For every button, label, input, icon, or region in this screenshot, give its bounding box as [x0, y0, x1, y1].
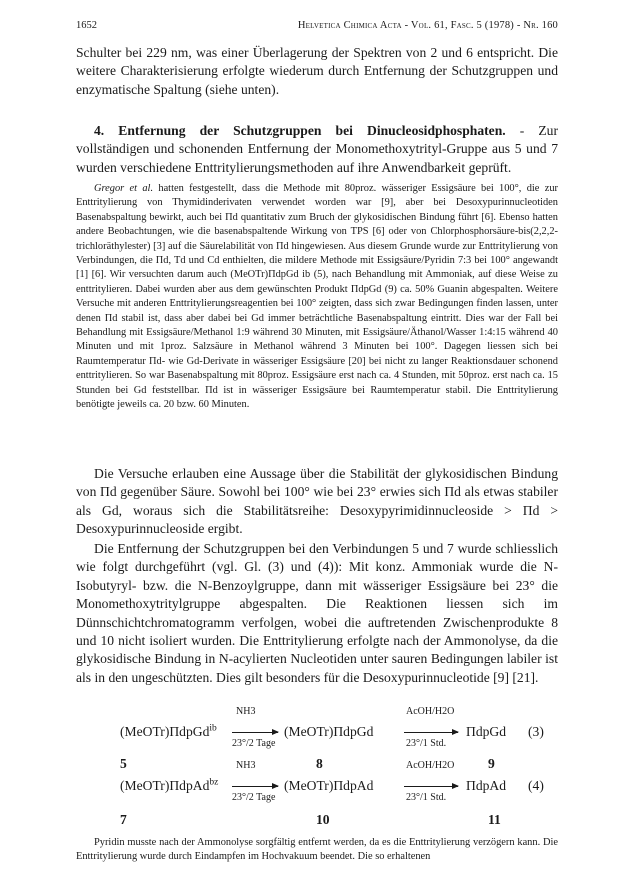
reaction-arrow [404, 732, 458, 733]
reagent-top: NH3 [236, 760, 256, 771]
reactant: (MeOTr)ΠdpGd$^{ib}$ [120, 723, 217, 739]
compound-number: 10 [316, 812, 330, 827]
author-citation: Gregor et al. [94, 183, 154, 194]
section-text: - Zur vollständigen und schonenden Entfernung der Monomethoxytrityl-Gruppe aus 5 und 7 wurden verschiedene Enttritylierungsmethoden auf ihre Anwendbarkeit geprüft. [76, 123, 559, 175]
reagent-top: NH3 [236, 706, 256, 717]
intro-paragraph: Schulter bei 229 nm, was einer Überlagerung der Spektren von 2 und 6 entspricht. Die weitere Charakterisierung erfolgte wiederum durch Entfernung der Schutzgruppen und enzymatische Spaltung (siehe unten). [76, 45, 558, 97]
product: ΠdpGd [466, 724, 507, 739]
reaction-arrow [404, 786, 458, 787]
page-number: 1652 [76, 20, 97, 31]
compound-number: 5 [120, 756, 127, 771]
small-print-paragraph [76, 182, 558, 413]
intermediate: (MeOTr)ΠdpAd [284, 778, 374, 793]
compound-number: 9 [488, 756, 495, 771]
deprotection-paragraph: Die Entfernung der Schutzgruppen bei den Verbindungen 5 und 7 wurde schliesslich wie folgt durchgeführt (vgl. Gl. (3) und (4)): Mit konz. Ammoniak wurde die N-Isobutyryl- bzw. die N-Benzoylgruppe, dann mit wässeriger Essigsäure bei 23° die Monomethoxytritylgruppe abgespalten. Die Reaktionen liessen sich im Dünnschichtchromatogramm verfolgen, wobei die auftretenden Zwischenprodukte 8 und 10 nicht isoliert wurden. Die Enttritylierung erfolgte nach der Ammonolyse, da die glykosidische Bindung in N-acylierten Nucleotiden unter sauren Bedingungen labiler ist als in den ungeschützten. Dies gilt besonders für die Desoxypurinnucleotide [9] [21]. [76, 541, 558, 685]
compound-number: 11 [488, 812, 501, 827]
small-print-text: hatten festgestellt, dass die Methode mit 80proz. wässeriger Essigsäure bei 100°, die zur Enttritylierung von Thymidinderivaten verwendet worden war [9], aber bei Desoxypurinnucleotiden Basenabspaltung bewirkt, auch bei Πd quantitativ zum Bruch der glykosidischen Bindung führt [6]. Ebenso hatten andere Beobachtungen, wie die basenabspaltende Wirkung von TPS [6] oder von Chlorphosphorsäure-bis(2,2,2-trichloräthylester) [3] auf die Säurelabilität von Πd hingewiesen. Aus diesem Grunde wurde zur Enttritylierung von Verbindungen, die Πd, Td und Cd enthielten, die mildere Methode mit Essigsäure/Pyridin 7:3 bei 100° angewandt [1] [6]. Wir versuchten darum auch (MeOTr)ΠdpGd ib (5), nach Behandlung mit Ammoniak, auf diese Weise zu enttritylieren. Dabei wurden aber aus dem gewünschten Produkt ΠdpGd (9) ca. 50% Guanin abgespalten. Weitere Versuche mit anderen Enttritylierungsreagentien bei 100° zeigten, dass sich zwar Bedingungen finden lassen, unter denen Πd stabil ist, dass aber dabei bei Gd immer beträchtliche Basenabspaltung eintritt. Dies war der Fall bei Behandlung mit Essigsäure/Methanol 1:9 während 30 Minuten, mit Essigsäure/Äthanol/Wasser 1:4:15 während 40 Minuten und mit 1proz. Salzsäure in Methanol während 3 Minuten bei 100°. Dagegen liessen sich bei Raumtemperatur Πd- wie Gd-Derivate in wässeriger Essigsäure [20] bei nicht zu langer Reaktionsdauer schonend enttritylieren. So war Basenabspaltung mit 80proz. Essigsäure erst nach ca. 4 Stunden, mit 50proz. erst nach ca. 15 Stunden bei Gd feststellbar. Πd ist in wässeriger Essigsäure bei Raumtemperatur stabil. Die Enttritylierung benötigte jeweils ca. 20 bzw. 60 Minuten. [76, 183, 558, 411]
intermediate: (MeOTr)ΠdpGd [284, 724, 374, 739]
compound-number: 7 [120, 812, 127, 827]
reagent-bottom: 23°/2 Tage [232, 792, 276, 803]
reagent-bottom: 23°/1 Std. [406, 792, 447, 803]
equation-label: (3) [528, 724, 544, 739]
reaction-arrow [232, 786, 278, 787]
final-paragraph: Pyridin musste nach der Ammonolyse sorgfältig entfernt werden, da es die Enttritylierung verzögern kann. Die Enttritylierung wurde durch Eindampfen im Hochvakuum beendet. Die so erhaltenen [76, 837, 558, 863]
section-paragraph [76, 122, 558, 177]
stability-paragraph: Die Versuche erlauben eine Aussage über die Stabilität der glykosidischen Bindung von Πd gegenüber Säure. Sowohl bei 100° wie bei 23° erwies sich Πd als etwas stabiler als Gd, woraus sich die Stabilitätsreihe: Desoxypyrimidinnucleoside > Πd > Desoxypurinnucleoside ergibt. [76, 466, 558, 537]
equation-4 [76, 760, 558, 846]
reagent-top: AcOH/H2O [406, 760, 455, 771]
reaction-arrow [232, 732, 278, 733]
reagent-bottom: 23°/1 Std. [406, 738, 447, 749]
equation-label: (4) [528, 778, 544, 793]
compound-number: 8 [316, 756, 323, 771]
running-head: Helvetica Chimica Acta - Vol. 61, Fasc. 5 (1978) - Nr. 160 [297, 20, 558, 31]
reagent-bottom: 23°/2 Tage [232, 738, 276, 749]
reagent-top: AcOH/H2O [406, 706, 455, 717]
section-heading: 4. Entfernung der Schutzgruppen bei Dinucleosidphosphaten. [94, 123, 506, 138]
reactant: (MeOTr)ΠdpAd$^{bz}$ [120, 777, 219, 793]
product: ΠdpAd [466, 778, 507, 793]
